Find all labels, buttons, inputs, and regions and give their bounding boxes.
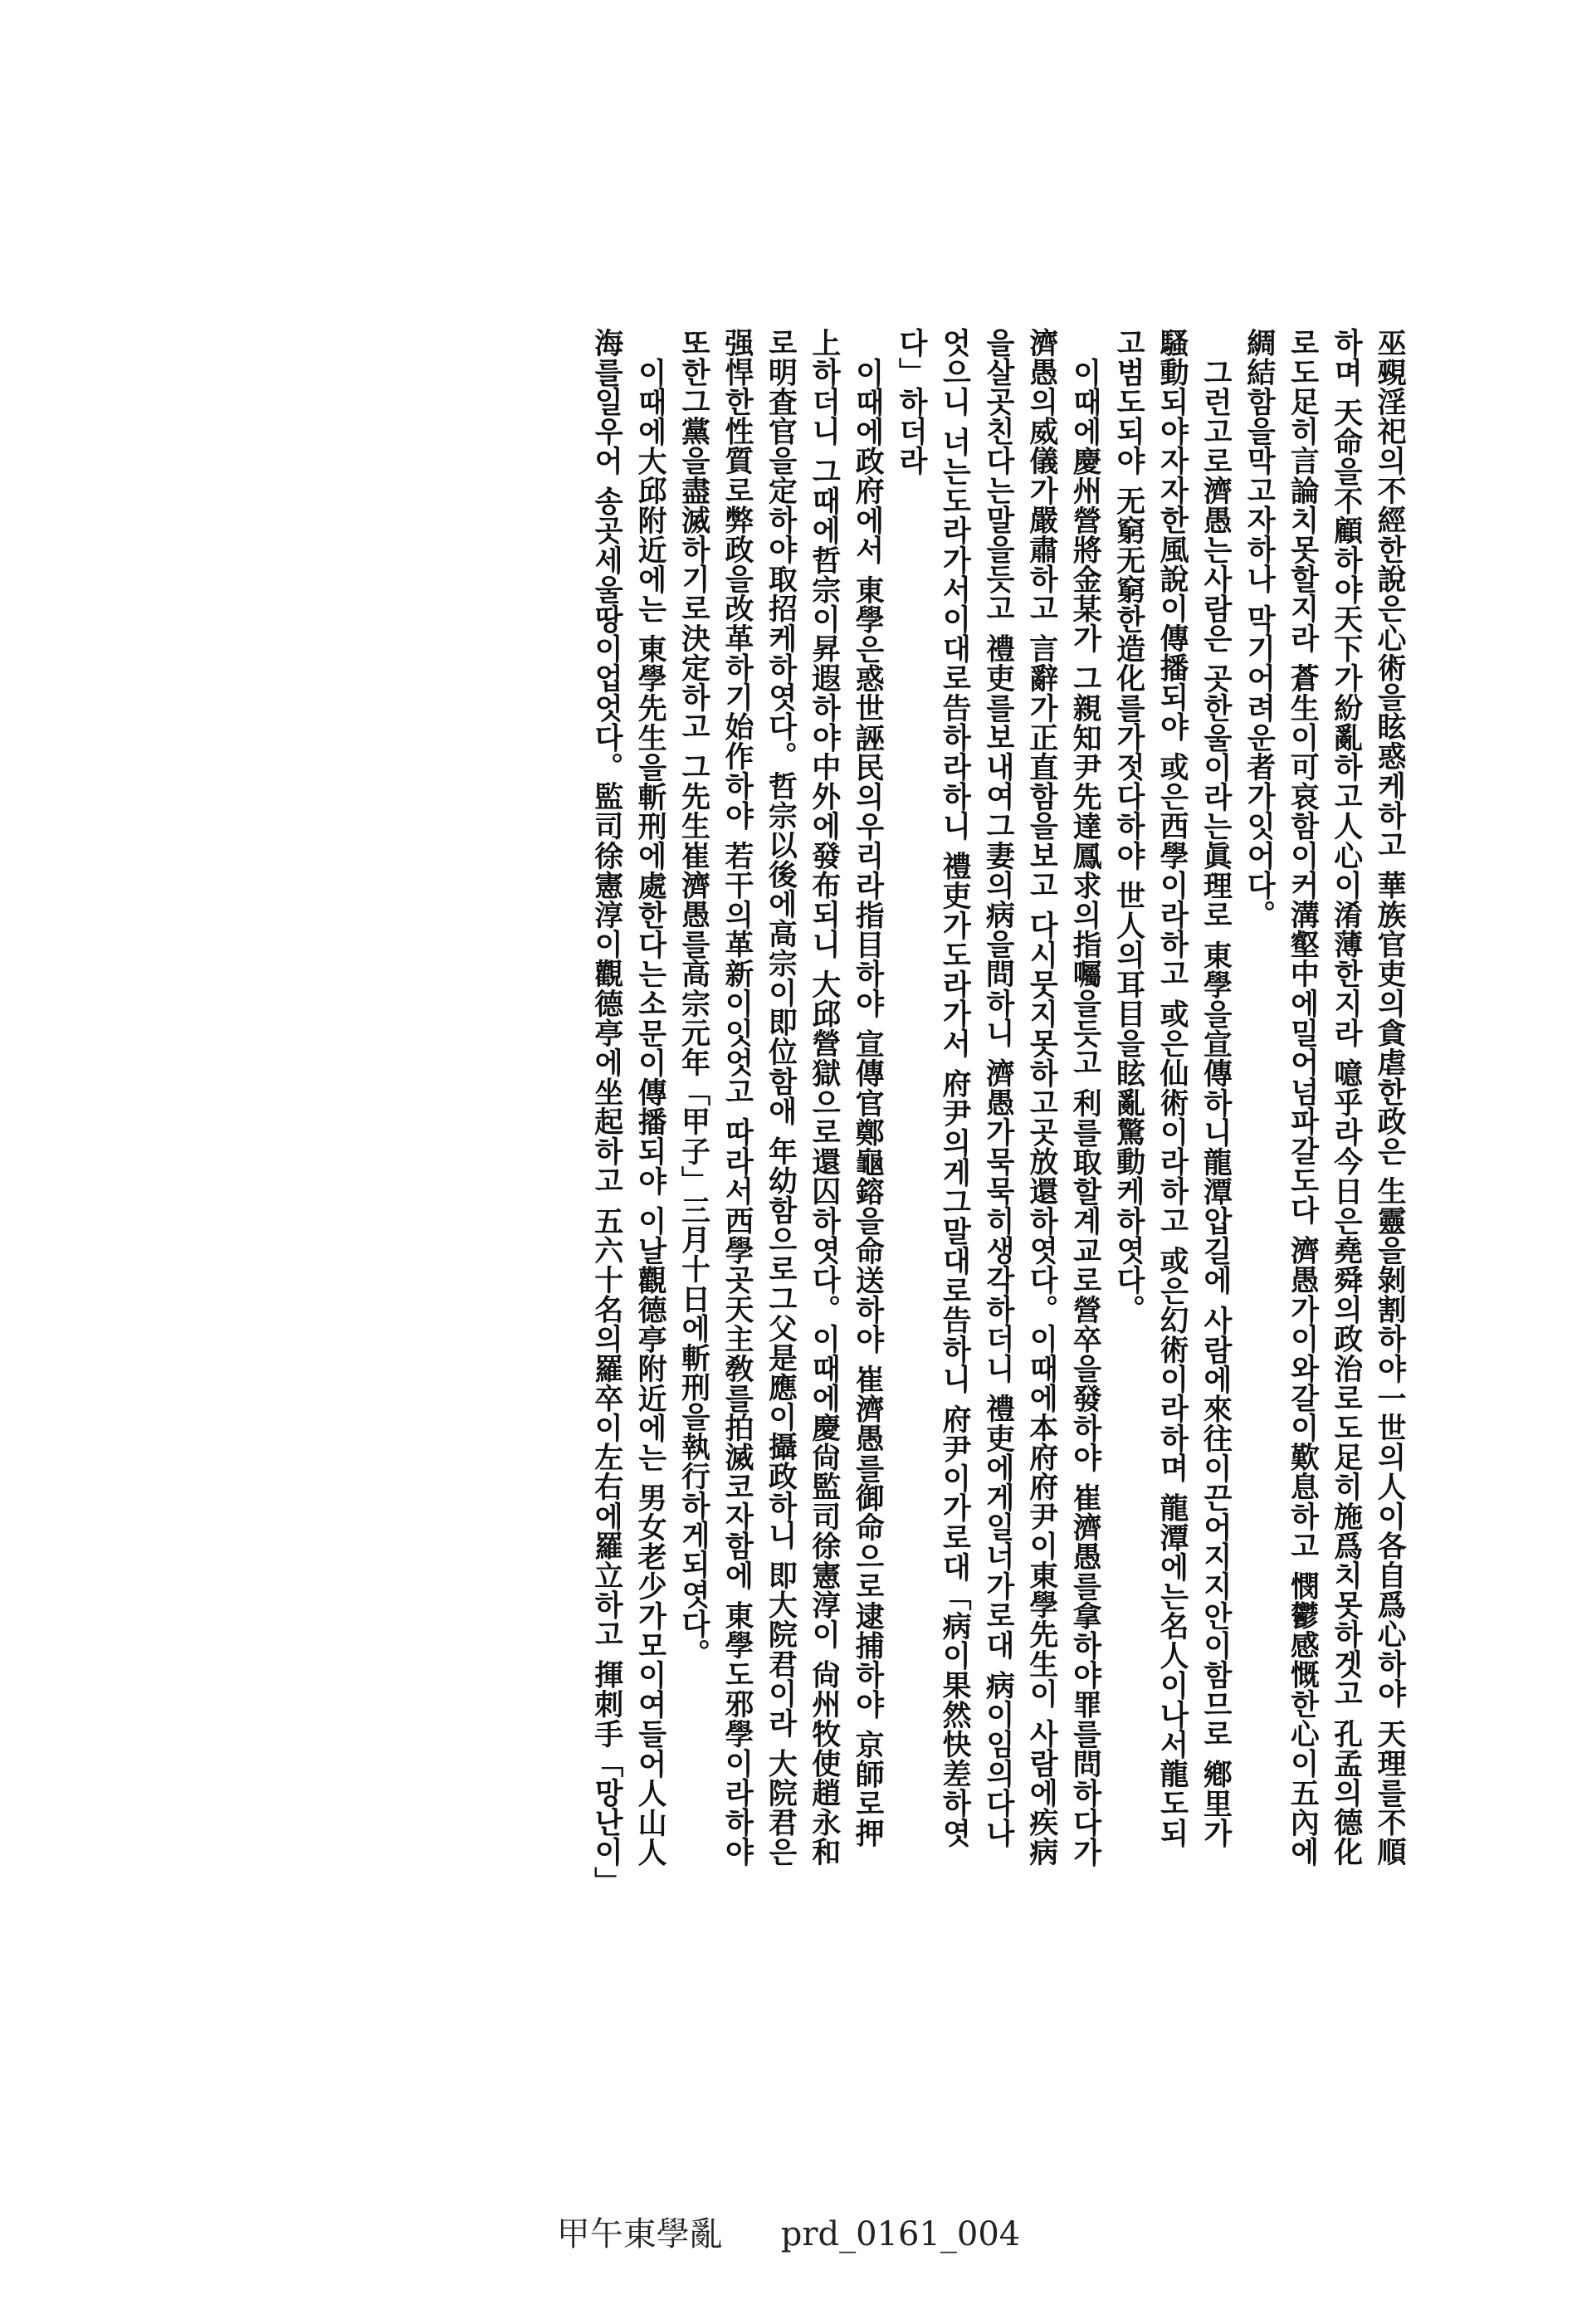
text-column: 엇으니 너는도라가서이대로告하라하니 禮吏가도라가서 府尹의게그말대로告하니 府尹이가로대「病이果然快差하엿 (937, 328, 972, 1848)
text-column: 이때에政府에서 東學은惑世誣民의우리라指目하야 宣傳官鄭龜鎔을命送하야 崔濟愚를御命으로逮捕하야 京師로押 (851, 358, 886, 1848)
text-column: 로도足히言論치못할지라 蒼生이可哀함이커溝壑中에밀어넘파갈도다 濟愚가이와갈이歎息하고 憫鬱感慨한心이五內에 (1286, 328, 1321, 1867)
text-column: 고범도되야 无窮无窮한造化를가젓다하야 世人의耳目을眩亂驚動케하엿다。 (1111, 328, 1146, 1325)
text-column: 海를일우어 송곳세울땅이업엇다。監司徐憲淳이觀德亭에坐起하고 五六十名의羅卒이左右에羅立하고 揮刺手「망난이」 (589, 328, 624, 1897)
page-footer (0, 2208, 1577, 2255)
text-column: 濟愚의威儀가嚴肅하고 言辭가正直함을보고 다시뭇지못하고곳放還하엿다。이때에本府府尹이東學先生이 사람에疾病 (1024, 328, 1059, 1867)
text-column: 綢結함을막고자하나 막기어려운者가잇어다。 (1242, 328, 1277, 930)
text-column: 巫覡淫祀의不經한說은心術을眩惑케하고 華族官吏의貪虐한政은 生靈을剝割하야一世의人이各自爲心하야 天理를不順 (1373, 328, 1407, 1867)
text-column: 또한그黨을盡滅하기로決定하고 그先生崔濟愚를高宗元年「甲子」三月十日에斬刑을執行하게되엿다。 (676, 328, 711, 1668)
footer-code: prd_0161_004 (780, 2215, 1021, 2253)
text-column: 을살곳친다는말을듯고 禮吏를보내여그妻의病을問하니 濟愚가묵묵히생각하더니 禮吏에게일너가로대 病이임의다나 (981, 328, 1016, 1848)
vertical-text-block (584, 328, 1411, 2054)
text-column: 로明査官을定하야取招케하엿다。哲宗以後에高宗이即位함애 年幼함으로그父是應이攝政하니 即大院君이라 大院君은 (764, 328, 798, 1867)
text-column: 上하더니 그때에哲宗이昇遐하야中外에發布되니 大邱營獄으로還囚하엿다。이때에慶尙監司徐憲淳이 尙州牧使趙永和 (807, 328, 842, 1867)
text-column: 하며 天命을不顧하야天下가紛亂하고人心이淆薄한지라 噫乎라今日은堯舜의政治로도足히施爲치못하겟고 孔孟의德化 (1329, 328, 1364, 1867)
text-column: 强悍한性質로弊政을改革하기始作하야 若干의革新이잇엇고 따라서西學곳天主敎를拍滅코자함에 東學도邪學이라하야 (720, 328, 754, 1867)
text-column: 이때에慶州營將金某가 그親知尹先達鳳求의指囑을듯고 利를取할계교로營卒을發하야 崔濟愚를拿하야罪를問하다가 (1068, 358, 1103, 1868)
text-column: 이때에大邱附近에는 東學先生을斬刑에處한다는소문이傳播되야 이날觀德亭附近에는 男女老少가모이여들어人山人 (633, 358, 668, 1868)
text-column: 그런고로濟愚는사람은 곳한울이라는眞理로 東學을宣傳하니龍潭압길에 사람에來往이끈어지지안이함므로 鄕里가 (1199, 358, 1233, 1848)
text-column: 騷動되야자자한風說이傳播되야 或은西學이라하고 或은仙術이라하고 或은幻術이라하며 龍潭에는名人이나서龍도되 (1155, 328, 1189, 1848)
footer-title: 甲午東學亂 (556, 2215, 723, 2253)
text-column: 다」하더라 (894, 328, 929, 476)
